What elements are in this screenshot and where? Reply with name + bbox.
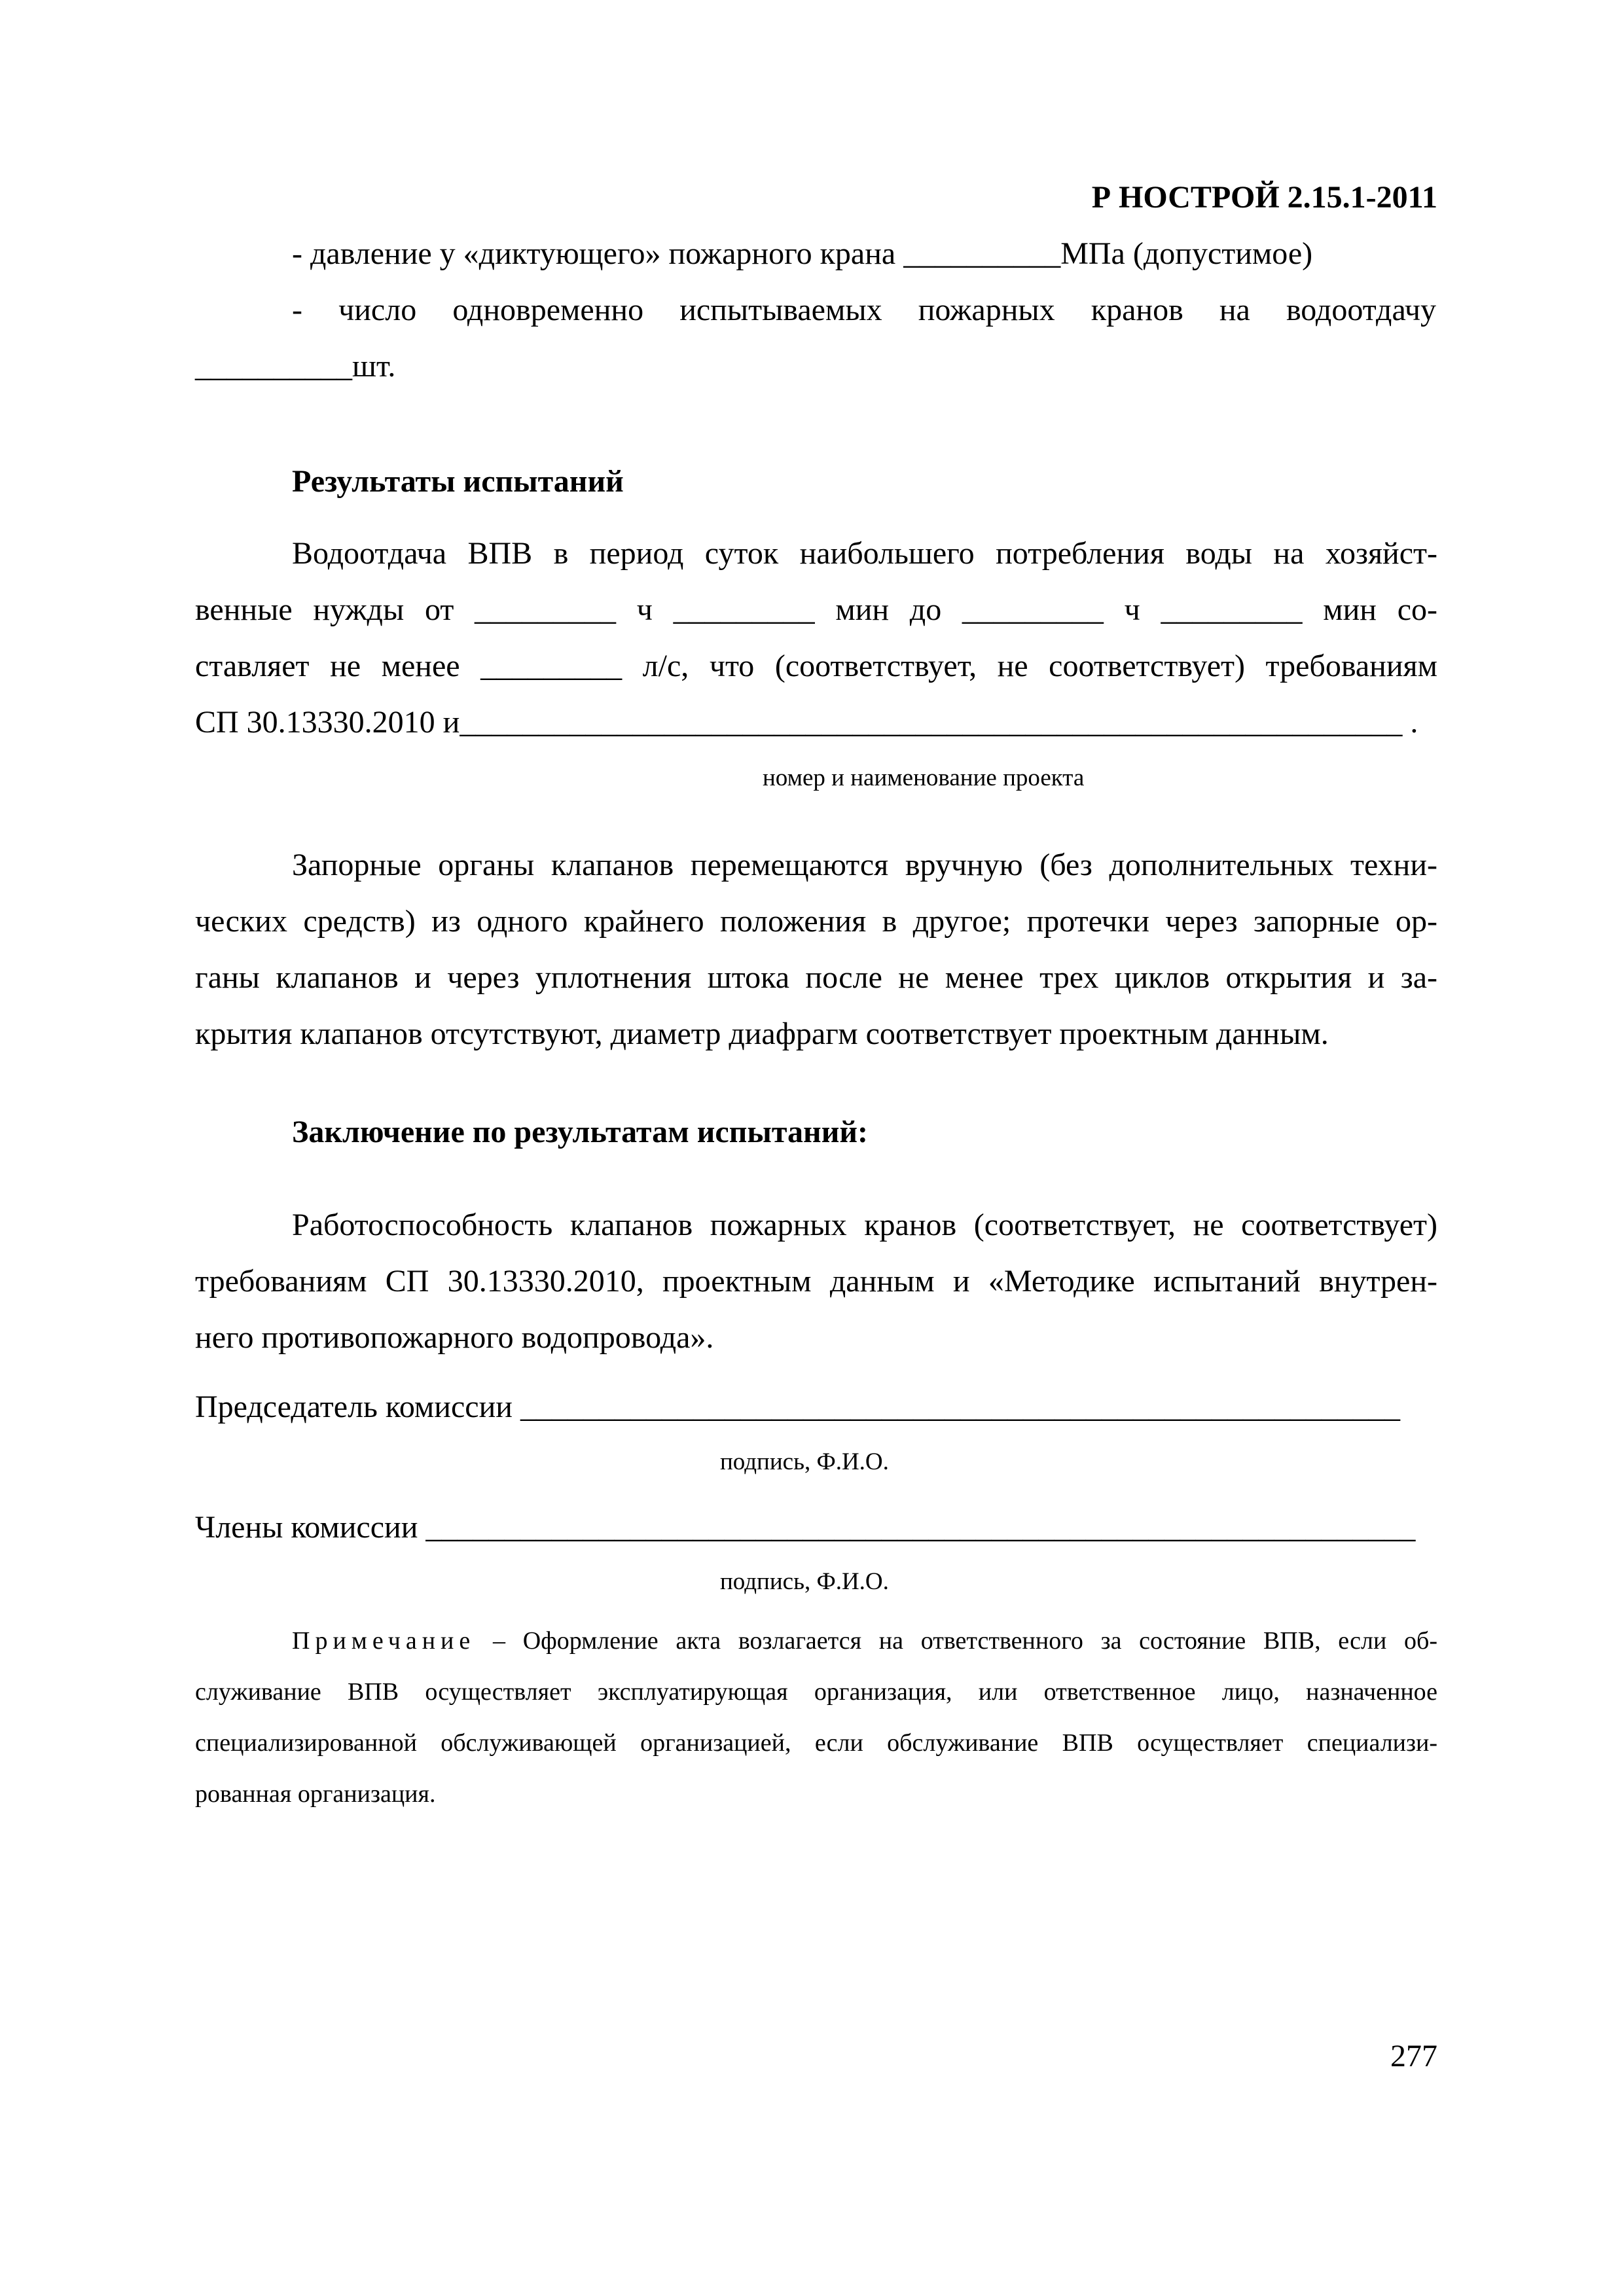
note-line-3: специализированной обслуживающей организацией, если обслуживание ВПВ осуществляет специализи-: [195, 1729, 1437, 1757]
conclusion-heading: Заключение по результатам испытаний:: [292, 1115, 868, 1149]
results-p1-line-4: СП 30.13330.2010 и____________________________________________________________ .: [195, 705, 1418, 740]
page-number: 277: [1390, 2039, 1437, 2073]
count-line-2: __________шт.: [195, 349, 396, 384]
results-p2-line-1: Запорные органы клапанов перемещаются вручную (без дополнительных техни-: [292, 848, 1437, 882]
results-p1-line-3: ставляет не менее _________ л/с, что (соответствует, не соответствует) требованиям: [195, 649, 1437, 683]
project-caption: номер и наименование проекта: [763, 764, 1085, 791]
results-p1-line-2: венные нужды от _________ ч _________ мин до _________ ч _________ мин со-: [195, 592, 1437, 627]
results-p2-line-2: ческих средств) из одного крайнего положения в другое; протечки через запорные ор-: [195, 904, 1437, 939]
count-line-1: - число одновременно испытываемых пожарных кранов на водоотдачу: [292, 293, 1436, 327]
conclusion-line-1: Работоспособность клапанов пожарных кранов (соответствует, не соответствует): [292, 1208, 1437, 1242]
note-line-4: рованная организация.: [195, 1780, 436, 1808]
results-heading: Результаты испытаний: [292, 464, 624, 499]
conclusion-line-2: требованиям СП 30.13330.2010, проектным данным и «Методике испытаний внутрен-: [195, 1264, 1437, 1299]
members-signature-caption: подпись, Ф.И.О.: [720, 1568, 889, 1595]
pressure-line: - давление у «диктующего» пожарного крана __________МПа (допустимое): [292, 236, 1313, 271]
note-label: Примечание: [292, 1627, 476, 1655]
results-p1-line-1: Водоотдача ВПВ в период суток наибольшего потребления воды на хозяйст-: [292, 536, 1437, 571]
note-line-1-text: – Оформление акта возлагается на ответственного за состояние ВПВ, если об-: [475, 1627, 1437, 1655]
chairman-signature-line: Председатель комиссии ________________________________________________________: [195, 1390, 1400, 1424]
document-code: Р НОСТРОЙ 2.15.1-2011: [1091, 180, 1437, 215]
results-p2-line-4: крытия клапанов отсутствуют, диаметр диафрагм соответствует проектным данным.: [195, 1016, 1329, 1051]
chairman-signature-caption: подпись, Ф.И.О.: [720, 1448, 889, 1475]
conclusion-line-3: него противопожарного водопровода».: [195, 1320, 714, 1355]
results-p2-line-3: ганы клапанов и через уплотнения штока после не менее трех циклов открытия и за-: [195, 960, 1437, 995]
members-signature-line: Члены комиссии _______________________________________________________________: [195, 1510, 1416, 1545]
note-line-2: служивание ВПВ осуществляет эксплуатирующая организация, или ответственное лицо, назначенное: [195, 1678, 1437, 1706]
note-line-1: [292, 1628, 1437, 1653]
